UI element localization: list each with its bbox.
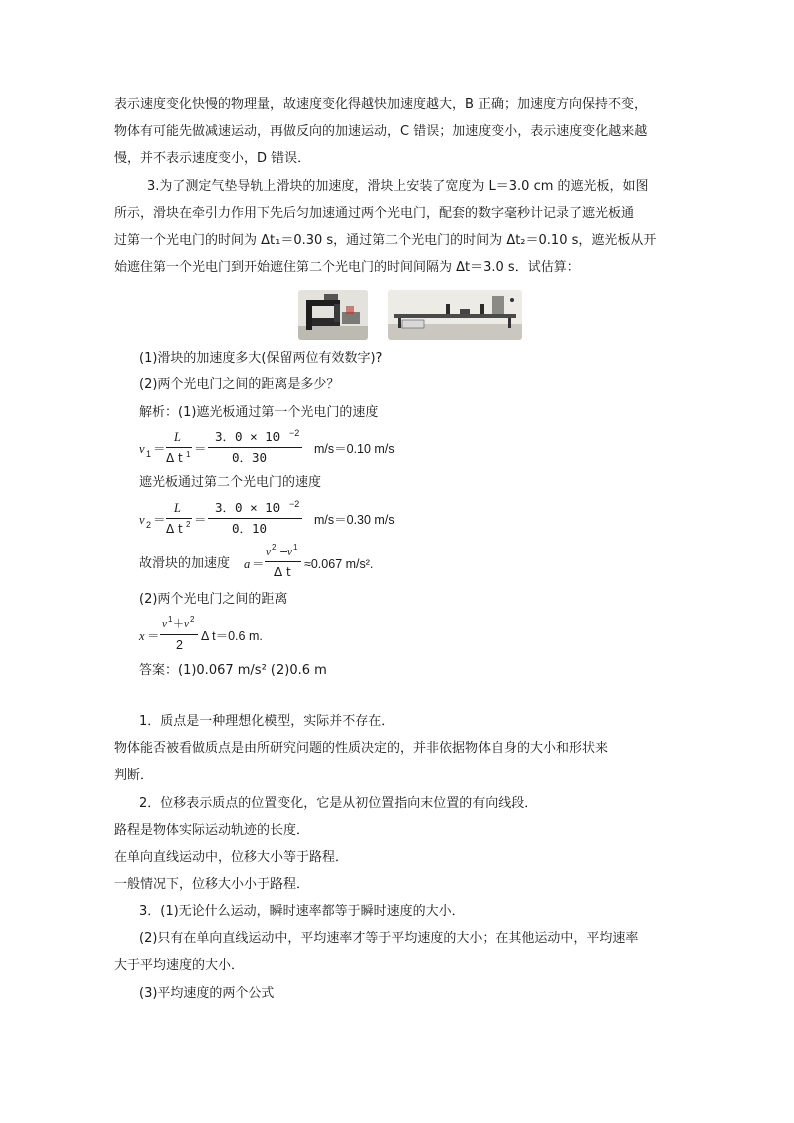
v2-numerator: 3．0 × 10 xyxy=(215,500,281,515)
summary-text: 路程是物体实际运动轨迹的长度． xyxy=(114,823,310,838)
summary-text: 判断． xyxy=(114,768,154,783)
x-den: 2 xyxy=(176,638,183,652)
summary-text: 在单向直线运动中，位移大小等于路程． xyxy=(114,850,349,865)
summary-text: 一般情况下，位移大小小于路程． xyxy=(114,877,310,892)
equals-sign: ＝ xyxy=(194,512,207,527)
x-symbol: x xyxy=(139,629,145,643)
x-num-v2: v xyxy=(184,618,189,630)
second-gate-label: 遮光板通过第二个光电门的速度 xyxy=(139,475,322,490)
fraction-bar xyxy=(265,561,301,562)
frac-denominator-sup: 1 xyxy=(186,450,191,459)
x-result: Δ t＝0.6 m. xyxy=(201,629,263,643)
problem-line: 过第一个光电门的时间为 Δt₁＝0.30 s，通过第二个光电门的时间为 Δt₂＝0.10 s，遮光板从开 xyxy=(114,233,657,248)
summary-point: 1．质点是一种理想化模型，实际并不存在． xyxy=(139,714,395,729)
a-num-sup2: 2 xyxy=(272,543,277,552)
fraction-bar xyxy=(208,518,302,519)
v1-subscript: 1 xyxy=(146,449,152,459)
x-num-sup1: 1 xyxy=(168,615,173,624)
air-track-photo xyxy=(388,290,522,340)
exponent: −2 xyxy=(289,499,300,509)
exponent: −2 xyxy=(289,428,300,438)
equals-sign: ＝ xyxy=(147,628,160,643)
v2-denominator: 0．10 xyxy=(232,521,268,536)
frac-numerator-L: L xyxy=(174,430,181,444)
summary-text: 物体能否被看做质点是由所研究问题的性质决定的，并非依据物体自身的大小和形状来 xyxy=(114,741,609,756)
acceleration-label: 故滑块的加速度 xyxy=(139,556,231,571)
summary-text: (3)平均速度的两个公式 xyxy=(139,986,275,1001)
equals-sign: ＝ xyxy=(153,441,166,456)
v1-numerator: 3．0 × 10 xyxy=(215,429,281,444)
a-symbol: a xyxy=(244,557,251,571)
fraction-bar xyxy=(208,447,302,448)
equals-sign: ＝ xyxy=(194,441,207,456)
a-result: ≈0.067 m/s². xyxy=(304,557,374,571)
problem-line: 3.为了测定气垫导轨上滑块的加速度，滑块上安装了宽度为 L＝3.0 cm 的遮光板，如图 xyxy=(147,179,649,194)
frac-denominator-dt: Δ t xyxy=(166,451,183,465)
paragraph-line: 慢，并不表示速度变小，D 错误． xyxy=(114,151,311,166)
a-num-v2: v xyxy=(266,546,271,558)
solution-intro: 解析：(1)遮光板通过第一个光电门的速度 xyxy=(139,405,379,420)
v2-subscript: 2 xyxy=(146,520,152,530)
v1-denominator: 0．30 xyxy=(232,450,268,465)
slider-photo xyxy=(298,290,368,340)
frac-numerator-L: L xyxy=(174,501,181,515)
x-num-v1: v xyxy=(162,618,167,630)
fraction-bar xyxy=(160,634,198,635)
question-2: (2)两个光电门之间的距离是多少？ xyxy=(139,377,340,392)
equals-sign: ＝ xyxy=(252,556,265,571)
summary-point: 3．(1)无论什么运动，瞬时速率都等于瞬时速度的大小． xyxy=(139,904,465,919)
frac-denominator-dt: Δ t xyxy=(166,522,183,536)
x-num-plus: ＋ xyxy=(173,617,184,630)
paragraph-line: 表示速度变化快慢的物理量，故速度变化得越快加速度越大，B 正确；加速度方向保持不变， xyxy=(114,97,648,112)
q2-heading: (2)两个光电门之间的距离 xyxy=(139,592,288,607)
summary-point: 2．位移表示质点的位置变化，它是从初位置指向末位置的有向线段． xyxy=(139,796,538,811)
a-num-minus: − xyxy=(279,545,289,558)
question-1: (1)滑块的加速度多大(保留两位有效数字)? xyxy=(139,351,383,366)
paragraph-line: 物体有可能先做减速运动，再做反向的加速运动，C 错误；加速度变小，表示速度变化越来越 xyxy=(114,124,648,139)
answer: 答案：(1)0.067 m/s² (2)0.6 m xyxy=(139,663,327,678)
v2-result: m/s＝0.30 m/s xyxy=(314,513,395,527)
problem-line: 所示，滑块在牵引力作用下先后匀加速通过两个光电门，配套的数字毫秒计记录了遮光板通 xyxy=(114,206,635,221)
problem-line: 始遮住第一个光电门到开始遮住第二个光电门的时间间隔为 Δt＝3.0 s．试估算： xyxy=(114,260,580,275)
summary-text: 大于平均速度的大小． xyxy=(114,958,245,973)
v1-symbol: v xyxy=(139,442,145,456)
x-num-sup2: 2 xyxy=(190,615,195,624)
a-num-v1: v xyxy=(287,546,292,558)
a-num-sup1: 1 xyxy=(293,543,298,552)
v2-symbol: v xyxy=(139,513,145,527)
equals-sign: ＝ xyxy=(153,512,166,527)
v1-result: m/s＝0.10 m/s xyxy=(314,442,395,456)
summary-text: (2)只有在单向直线运动中，平均速率才等于平均速度的大小；在其他运动中，平均速率 xyxy=(139,931,639,946)
frac-denominator-sup: 2 xyxy=(186,520,191,529)
a-den: Δ t xyxy=(274,565,291,579)
